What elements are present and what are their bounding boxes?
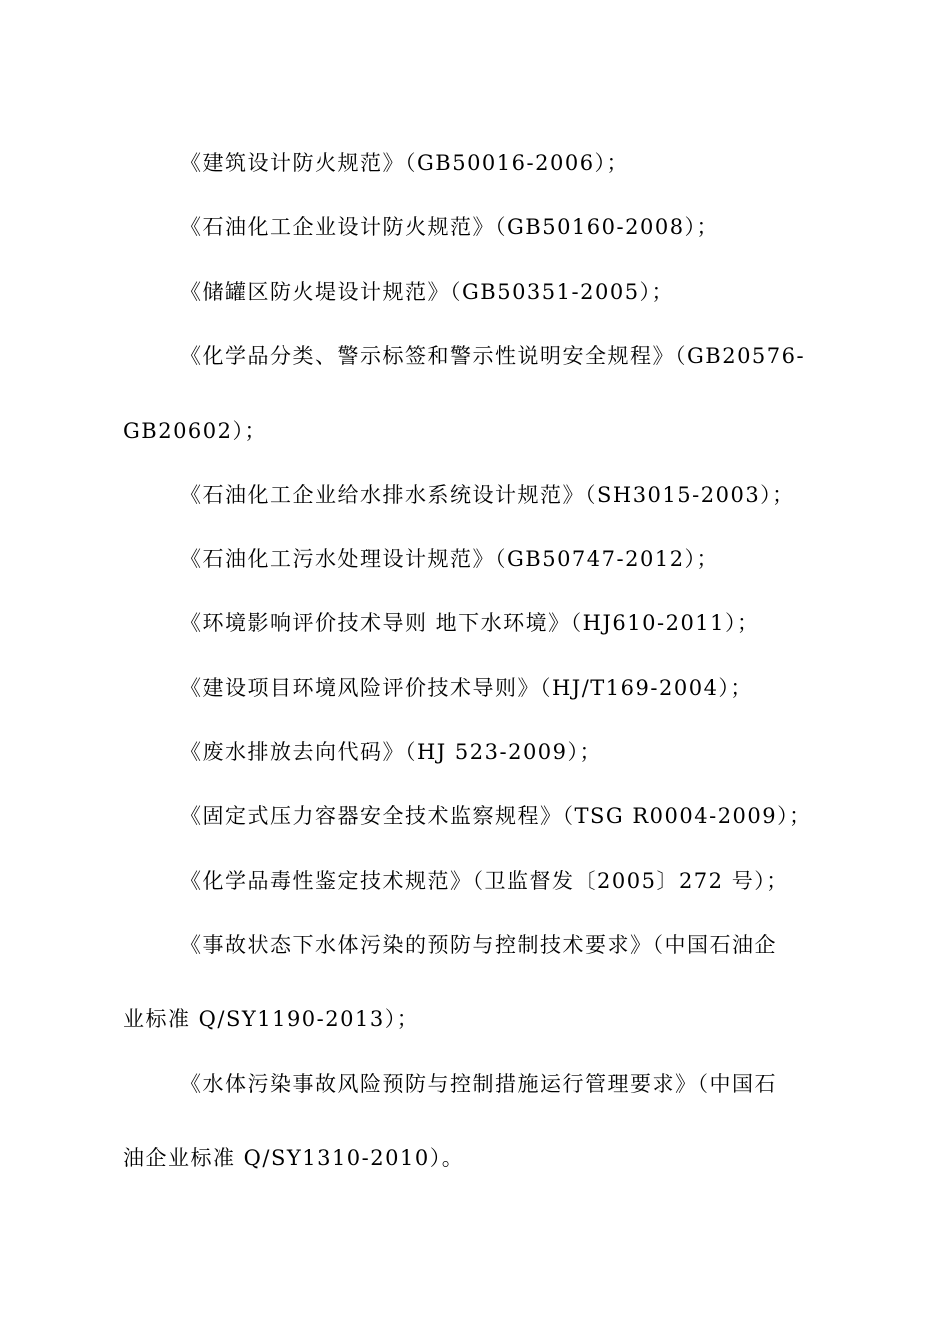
reference-line: 《化学品毒性鉴定技术规范》（卫监督发〔2005〕272 号）； <box>180 869 789 893</box>
reference-line: 《石油化工污水处理设计规范》（GB50747-2012）； <box>180 547 720 571</box>
reference-line: 《石油化工企业给水排水系统设计规范》（SH3015-2003）； <box>180 483 795 507</box>
reference-line: 《事故状态下水体污染的预防与控制技术要求》（中国石油企 <box>180 933 777 957</box>
reference-line-continuation: GB20602）； <box>123 419 268 443</box>
reference-line: 《建设项目环境风险评价技术导则》（HJ/T169-2004）； <box>180 676 753 700</box>
reference-line: 《固定式压力容器安全技术监察规程》（TSG R0004-2009）； <box>180 804 812 828</box>
reference-line: 《废水排放去向代码》（HJ 523-2009）； <box>180 740 603 764</box>
reference-line-continuation: 油企业标准 Q/SY1310-2010）。 <box>123 1146 465 1170</box>
reference-line: 《石油化工企业设计防火规范》（GB50160-2008）； <box>180 215 720 239</box>
reference-line: 《水体污染事故风险预防与控制措施运行管理要求》（中国石 <box>180 1072 777 1096</box>
reference-line-continuation: 业标准 Q/SY1190-2013）； <box>123 1007 420 1031</box>
reference-line: 《建筑设计防火规范》（GB50016-2006）； <box>180 151 630 175</box>
reference-line: 《储罐区防火堤设计规范》（GB50351-2005）； <box>180 280 675 304</box>
reference-line: 《环境影响评价技术导则 地下水环境》（HJ610-2011）； <box>180 611 760 635</box>
reference-line: 《化学品分类、警示标签和警示性说明安全规程》（GB20576- <box>180 344 806 368</box>
